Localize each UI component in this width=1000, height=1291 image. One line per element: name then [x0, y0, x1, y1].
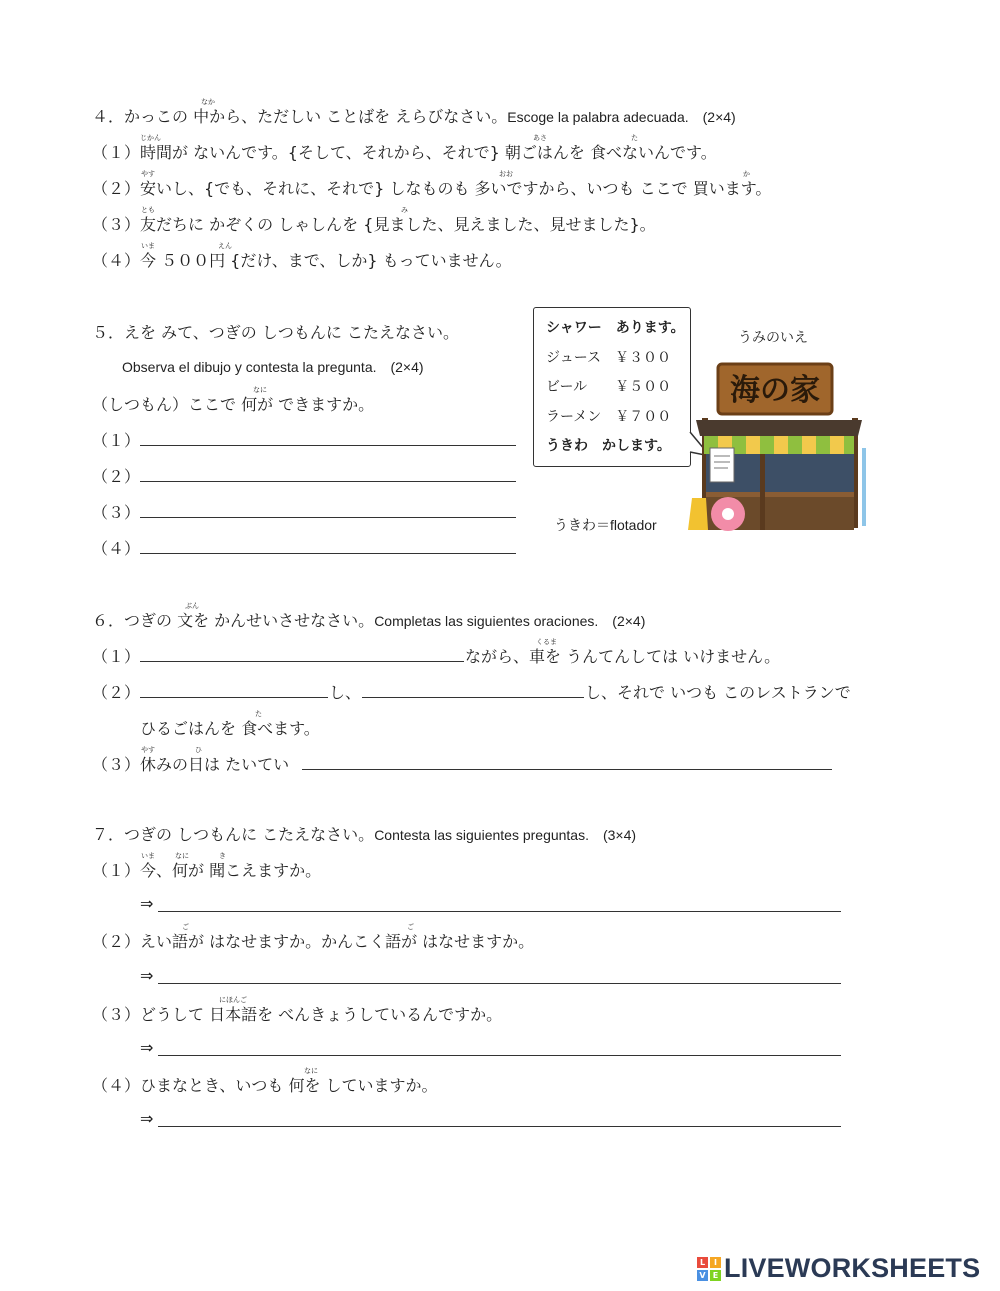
furigana: じかん: [140, 134, 161, 142]
float-note: うきわ＝flotador: [554, 517, 657, 533]
arrow: ⇒: [140, 1038, 154, 1057]
furigana: あさ: [533, 134, 547, 142]
q6-item-2-line2: ひるごはんを 食べます。: [140, 719, 320, 738]
q5-question: （しつもん）ここで 何が できますか。: [92, 395, 375, 414]
furigana: とも: [141, 206, 155, 214]
q5-answer-1-line[interactable]: [140, 445, 516, 446]
q6-item-2-line-a[interactable]: [140, 697, 328, 698]
furigana: なか: [201, 98, 215, 106]
sign-text: 海の家: [730, 373, 820, 408]
liveworksheets-logo: [697, 1253, 980, 1284]
q6-item-1-label: （１）: [92, 647, 141, 666]
q5-title-es: Observa el dibujo y contesta la pregunta. (2×4): [122, 359, 424, 375]
logo-badge: [697, 1257, 721, 1281]
furigana: おお: [499, 170, 513, 178]
furigana: ご: [182, 923, 189, 931]
arrow: ⇒: [140, 966, 154, 985]
furigana: た: [255, 710, 262, 718]
beach-house-illustration: [682, 358, 872, 536]
furigana: えん: [218, 242, 232, 250]
furigana: いま: [141, 852, 155, 860]
furigana: にほんご: [219, 996, 247, 1004]
arrow: ⇒: [140, 894, 154, 913]
furigana: やす: [141, 170, 155, 178]
furigana: ご: [407, 923, 414, 931]
q7-answer-3-line[interactable]: [158, 1055, 841, 1056]
q4-item-2: （２）安いし、{でも、それに、それで} しなものも 多いですから、いつも ここで 買います。: [92, 179, 772, 198]
q6-item-2-line-b[interactable]: [362, 697, 584, 698]
q5-answer-label: （３）: [92, 503, 141, 522]
furigana: き: [219, 852, 226, 860]
q7-item-4: （４）ひまなとき、いつも 何を していますか。: [92, 1076, 438, 1095]
q7-item-2: （２）えい語が はなせますか。かんこく語が はなせますか。: [92, 932, 535, 951]
q6-item-2-mid: し、: [329, 683, 362, 702]
q6-item-2-suffix: し、それで いつも このレストランで: [585, 683, 851, 702]
furigana: た: [631, 134, 638, 142]
q6-title: ６．つぎの 文を かんせいさせなさい。Completas las siguientes oraciones. (2×4): [92, 611, 646, 630]
bubble-line: うきわ かします。: [546, 438, 671, 454]
q7-item-1: （１）今、何が 聞こえますか。: [92, 861, 322, 880]
bubble-line: シャワー あります。: [546, 320, 685, 336]
bubble-line: ラーメン ￥７００: [546, 408, 672, 425]
furigana: なに: [253, 386, 267, 394]
furigana: いま: [141, 242, 155, 250]
q6-item-3-line[interactable]: [302, 769, 832, 770]
q4-item-1: （１）時間が ないんです。{そして、それから、それで} 朝ごはんを 食べないんです。: [92, 143, 717, 162]
badge-letter: I: [710, 1257, 721, 1268]
q6-item-1-line[interactable]: [140, 661, 464, 662]
q6-item-2-label: （２）: [92, 683, 141, 702]
q7-answer-4-line[interactable]: [158, 1126, 841, 1127]
shop-caption: うみのいえ: [738, 330, 808, 346]
q5-answer-label: （１）: [92, 431, 141, 450]
bubble-line: ジュース ￥３００: [546, 349, 672, 366]
q7-answer-2-line[interactable]: [158, 983, 841, 984]
arrow: ⇒: [140, 1109, 154, 1128]
bubble-line: ビール ￥５００: [546, 379, 672, 395]
q5-answer-3-line[interactable]: [140, 517, 516, 518]
brand-name: LIVEWORKSHEETS: [724, 1253, 981, 1283]
q5-answer-2-line[interactable]: [140, 481, 516, 482]
q5-answer-label: （４）: [92, 539, 141, 558]
furigana: なに: [175, 852, 189, 860]
furigana: くるま: [536, 638, 557, 646]
q6-item-1-suffix: ながら、車を うんてんしては いけません。: [465, 647, 781, 666]
q6-item-3: （３）休みの日は たいてい: [92, 755, 290, 774]
badge-letter: L: [697, 1257, 708, 1268]
q7-title: ７．つぎの しつもんに こたえなさい。Contesta las siguientes preguntas. (3×4): [92, 825, 637, 844]
furigana: やす: [141, 746, 155, 754]
q5-answer-label: （２）: [92, 467, 141, 486]
q4-title: ４．かっこの 中から、ただしい ことばを えらびなさい。Escoge la palabra adecuada. (2×4): [92, 107, 736, 126]
q5-title: ５．えを みて、つぎの しつもんに こたえなさい。: [92, 323, 459, 342]
furigana: なに: [304, 1067, 318, 1075]
furigana: み: [401, 206, 408, 214]
furigana: ぶん: [185, 602, 199, 610]
q7-answer-1-line[interactable]: [158, 911, 841, 912]
furigana: か: [743, 170, 750, 178]
q7-item-3: （３）どうして 日本語を べんきょうしているんですか。: [92, 1005, 503, 1024]
furigana: ひ: [195, 746, 202, 754]
q4-item-3: （３）友だちに かぞくの しゃしんを {見ました、見えました、見せました}。: [92, 215, 656, 234]
q5-answer-4-line[interactable]: [140, 553, 516, 554]
q4-item-4: （４）今 ５００円 {だけ、まで、しか} もっていません。: [92, 251, 512, 270]
badge-letter: E: [710, 1270, 721, 1281]
price-bubble: [533, 307, 691, 467]
badge-letter: V: [697, 1270, 708, 1281]
